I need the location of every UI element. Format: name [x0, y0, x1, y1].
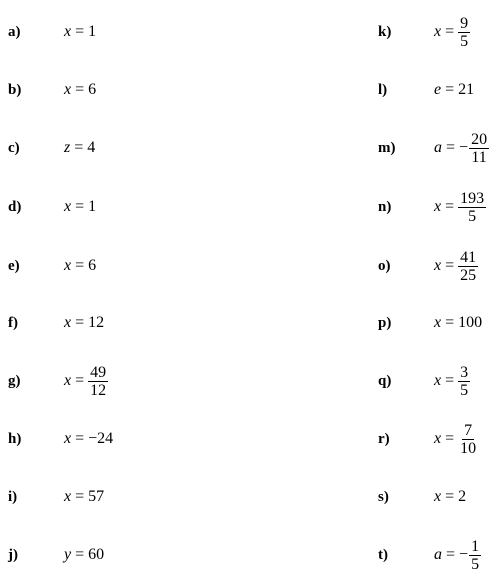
problem-label: e): [8, 258, 20, 274]
problem-label: f): [8, 315, 18, 331]
problem-label: b): [8, 82, 22, 98]
fraction: [458, 190, 486, 225]
variable: x: [64, 198, 72, 215]
minus-sign: −: [459, 546, 469, 563]
answer-expression: [434, 81, 474, 99]
fraction: [458, 15, 470, 50]
equals-sign: =: [75, 23, 85, 40]
answer-value: −24: [88, 430, 114, 447]
answer-expression: [434, 538, 481, 573]
fraction-numerator: 49: [90, 363, 107, 381]
problem-label: a): [8, 24, 21, 40]
equals-sign: =: [75, 198, 85, 215]
variable: x: [64, 81, 72, 98]
equals-sign: =: [445, 198, 455, 215]
fraction: [458, 364, 470, 399]
fraction: [458, 249, 478, 284]
variable: x: [64, 314, 72, 331]
problem-label: o): [378, 258, 391, 274]
variable: x: [64, 430, 72, 447]
variable: x: [434, 23, 442, 40]
problem-label: d): [8, 199, 22, 215]
answer-expression: [64, 257, 96, 275]
equals-sign: =: [445, 488, 455, 505]
equals-sign: =: [75, 257, 85, 274]
answer-expression: [64, 364, 108, 399]
variable: x: [434, 257, 442, 274]
problem-label: q): [378, 373, 392, 389]
variable: a: [434, 546, 442, 563]
variable: x: [64, 372, 72, 389]
answer-value: 6: [88, 81, 97, 98]
fraction-denominator: 5: [468, 207, 477, 225]
equals-sign: =: [75, 81, 85, 98]
equals-sign: =: [75, 546, 85, 563]
fraction-numerator: 7: [464, 421, 473, 439]
answer-value: 100: [458, 314, 483, 331]
equals-sign: =: [75, 314, 85, 331]
answer-expression: [434, 131, 489, 166]
variable: x: [64, 23, 72, 40]
answer-value: 60: [88, 546, 105, 563]
fraction-numerator: 9: [460, 14, 469, 32]
variable: x: [64, 257, 72, 274]
variable: x: [434, 430, 442, 447]
fraction-numerator: 193: [460, 189, 485, 207]
answer-expression: [64, 198, 96, 216]
variable: a: [434, 139, 442, 156]
answer-value: 4: [87, 139, 96, 156]
problem-label: g): [8, 373, 21, 389]
problem-label: c): [8, 140, 20, 156]
fraction-numerator: 41: [460, 248, 477, 266]
equals-sign: =: [446, 139, 456, 156]
problem-label: k): [378, 24, 392, 40]
answer-value: 6: [88, 257, 97, 274]
equals-sign: =: [75, 488, 85, 505]
equals-sign: =: [445, 372, 455, 389]
answer-expression: [64, 139, 95, 157]
fraction-denominator: 12: [90, 381, 107, 399]
answer-expression: [64, 546, 104, 564]
answer-expression: [64, 430, 113, 448]
equals-sign: =: [75, 372, 85, 389]
variable: x: [434, 372, 442, 389]
equals-sign: =: [445, 430, 455, 447]
answer-value: 12: [88, 314, 105, 331]
variable: e: [434, 81, 442, 98]
answer-value: 2: [458, 488, 467, 505]
equals-sign: =: [75, 430, 85, 447]
fraction: [88, 364, 108, 399]
fraction: [469, 538, 481, 573]
answer-expression: [434, 364, 470, 399]
answer-value: 1: [88, 198, 97, 215]
equals-sign: =: [445, 81, 455, 98]
fraction-denominator: 5: [460, 32, 469, 50]
equals-sign: =: [446, 546, 456, 563]
variable: z: [64, 139, 71, 156]
equals-sign: =: [445, 257, 455, 274]
problem-label: m): [378, 140, 396, 156]
variable: y: [64, 546, 72, 563]
problem-label: t): [378, 547, 388, 563]
fraction-denominator: 25: [460, 266, 477, 284]
answer-expression: [64, 314, 104, 332]
problem-label: j): [8, 547, 18, 563]
answer-expression: [434, 190, 486, 225]
variable: x: [434, 314, 442, 331]
problem-label: l): [378, 82, 388, 98]
answer-expression: [434, 15, 470, 50]
fraction: [469, 131, 489, 166]
problem-label: s): [378, 489, 389, 505]
fraction: [458, 422, 478, 457]
answer-expression: [434, 314, 482, 332]
fraction-numerator: 3: [460, 363, 469, 381]
fraction-denominator: 5: [460, 381, 469, 399]
problem-label: p): [378, 315, 392, 331]
fraction-denominator: 5: [471, 555, 480, 573]
problem-label: i): [8, 489, 18, 505]
problem-label: r): [378, 431, 390, 447]
answer-expression: [64, 23, 96, 41]
equals-sign: =: [445, 23, 455, 40]
problem-label: h): [8, 431, 22, 447]
answer-value: 57: [88, 488, 105, 505]
answer-value: 1: [88, 23, 97, 40]
fraction-denominator: 10: [460, 439, 477, 457]
answer-expression: [434, 422, 478, 457]
answer-expression: [434, 488, 466, 506]
equals-sign: =: [74, 139, 84, 156]
variable: x: [434, 198, 442, 215]
problem-label: n): [378, 199, 392, 215]
fraction-numerator: 1: [471, 537, 480, 555]
variable: x: [64, 488, 72, 505]
fraction-numerator: 20: [471, 130, 488, 148]
equals-sign: =: [445, 314, 455, 331]
minus-sign: −: [459, 139, 469, 156]
answer-expression: [434, 249, 478, 284]
answer-value: 21: [458, 81, 475, 98]
fraction-denominator: 11: [471, 148, 487, 166]
answer-expression: [64, 81, 96, 99]
answer-expression: [64, 488, 104, 506]
variable: x: [434, 488, 442, 505]
